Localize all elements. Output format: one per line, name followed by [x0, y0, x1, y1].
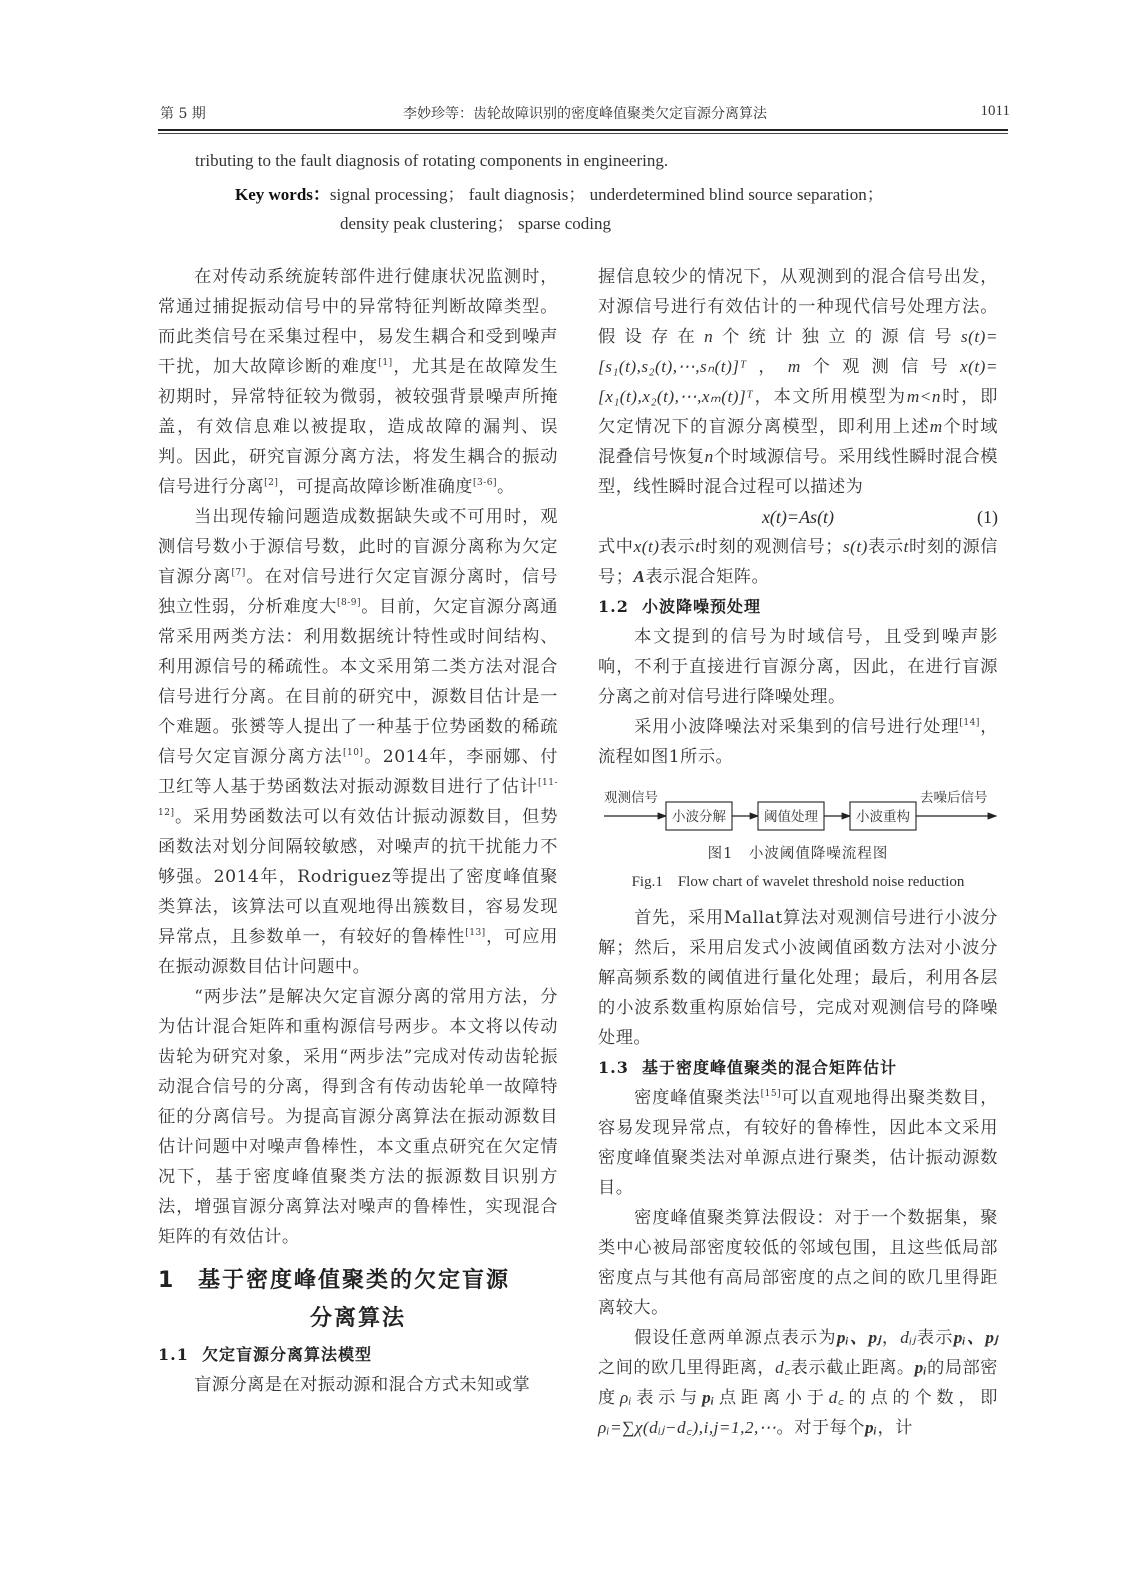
paragraph-bss-2: 握信息较少的情况下，从观测到的混合信号出发，对源信号进行有效估计的一种现代信号处理方法。假设存在n个统计独立的源信号s(t)=[s₁(t),s₂(t),⋯,sₙ(t)]ᵀ，m个观测信号x(t)=[x₁(t),x₂(t),⋯,xₘ(t)]ᵀ，本文所用模型为m<n时，即欠定情况下的盲源分离模型，即利用上述m个时域混叠信号恢复n个时域源信号。采用线性瞬时混合模型，线性瞬时混合过程可以描述为 — [598, 267, 998, 497]
paragraph-dpc-2: 密度峰值聚类算法假设：对于一个数据集，聚类中心被局部密度较低的邻域包围，且这些低局部密度点与其他有高局部密度的点之间的欧几里得距离较大。 — [598, 1208, 998, 1318]
equation-body: x(t)=As(t) — [761, 507, 835, 527]
citation[interactable]: [2] — [264, 478, 279, 488]
section-heading-1-2: 1.2 小波降噪预处理 — [598, 597, 762, 616]
citation[interactable]: [10] — [342, 748, 364, 758]
figure-caption-cn: 图1 小波阈值降噪流程图 — [707, 846, 889, 862]
keywords-line-1: signal processing； fault diagnosis； underdetermined blind source separation； — [329, 185, 884, 204]
keywords-line-2: density peak clustering； sparse coding — [340, 214, 611, 233]
issue-number: 第 5 期 — [160, 106, 206, 122]
figure-caption-en: Fig.1 Flow chart of wavelet threshold noise reduction — [631, 874, 965, 890]
flow-box-threshold-label: 阈值处理 — [764, 809, 818, 825]
abstract-tail: tributing to the fault diagnosis of rotating components in engineering. — [195, 151, 669, 170]
citation[interactable]: [3-6] — [472, 478, 497, 488]
left-column — [158, 262, 558, 1400]
figure-1-flowchart — [598, 778, 998, 903]
section-heading-1-3: 1.3 基于密度峰值聚类的混合矩阵估计 — [598, 1058, 898, 1077]
flow-output-label: 去噪后信号 — [920, 790, 988, 806]
paragraph-intro-3: “两步法”是解决欠定盲源分离的常用方法，分为估计混合矩阵和重构源信号两步。本文将以传动齿轮为研究对象，采用“两步法”完成对传动齿轮振动混合信号的分离，得到含有传动齿轮单一故障特征的分离信号。为提高盲源分离算法在振动源数目估计问题中对噪声鲁棒性，本文重点研究在欠定情况下，基于密度峰值聚类方法的振源数目识别方法，增强盲源分离算法对噪声的鲁棒性，实现混合矩阵的有效估计。 — [158, 987, 558, 1247]
running-header — [160, 103, 1010, 127]
paragraph-dpc-3: 假设任意两单源点表示为pᵢ、pⱼ，dᵢⱼ表示pᵢ、pⱼ之间的欧几里得距离，d꜀表示截止距离。pᵢ的局部密度ρᵢ表示与pᵢ点距离小于d꜀的点的个数，即ρᵢ=∑χ(dᵢⱼ−d꜀),i,j=1,2,⋯。对于每个pᵢ，计 — [598, 1328, 998, 1438]
paragraph-bss-1: 盲源分离是在对振动源和混合方式未知或掌 — [194, 1375, 531, 1395]
citation[interactable]: [11-12] — [158, 778, 558, 818]
paragraph-dpc-1: 密度峰值聚类法[15]可以直观地得出聚类数目，容易发现异常点，有较好的鲁棒性，因此本文采用密度峰值聚类法对单源点进行聚类，估计振动源数目。 — [598, 1088, 998, 1198]
paragraph-intro-2: 当出现传输问题造成数据缺失或不可用时，观测信号数小于源信号数，此时的盲源分离称为欠定盲源分离[7]。在对信号进行欠定盲源分离时，信号独立性弱，分析难度大[8-9]。目前，欠定盲源分离通常采用两类方法：利用数据统计特性或时间结构、利用源信号的稀疏性。本文采用第二类方法对混合信号进行分离。在目前的研究中，源数目估计是一个难题。张赟等人提出了一种基于位势函数的稀疏信号欠定盲源分离方法[10]。2014年，李丽娜、付卫红等人基于势函数法对振动源数目进行了估计[11-12]。采用势函数法可以有效估计振动源数目，但势函数法对划分间隔较敏感，对噪声的抗干扰能力不够强。2014年，Rodriguez等提出了密度峰值聚类算法，该算法可以直观地得出簇数目，容易发现异常点，且参数单一，有较好的鲁棒性[13]，可应用在振动源数目估计问题中。 — [158, 507, 558, 977]
running-title: 李妙珍等：齿轮故障识别的密度峰值聚类欠定盲源分离算法 — [403, 106, 767, 122]
flow-input-label: 观测信号 — [604, 790, 658, 806]
header-rule-thin — [158, 133, 1008, 134]
citation[interactable]: [7] — [231, 568, 246, 578]
paragraph-equation-explanation: 式中x(t)表示t时刻的观测信号；s(t)表示t时刻的源信号；A表示混合矩阵。 — [598, 537, 998, 587]
paragraph-denoise-2: 采用小波降噪法对采集到的信号进行处理[14]，流程如图1所示。 — [598, 717, 998, 767]
page-number: 1011 — [980, 103, 1010, 119]
paragraph-intro-1: 在对传动系统旋转部件进行健康状况监测时，常通过捕捉振动信号中的异常特征判断故障类型。而此类信号在采集过程中，易发生耦合和受到噪声干扰，加大故障诊断的难度[1]，尤其是在故障发生初期时，异常特征较为微弱，被较强背景噪声所掩盖，有效信息难以被提取，造成故障的漏判、误判。因此，研究盲源分离方法，将发生耦合的振动信号进行分离[2]，可提高故障诊断准确度[3-6]。 — [158, 267, 558, 497]
citation[interactable]: [15] — [760, 1089, 782, 1099]
citation[interactable]: [8-9] — [337, 598, 362, 608]
flow-box-decompose-label: 小波分解 — [672, 809, 726, 825]
header-rule-thick — [158, 129, 1008, 131]
keywords-label: Key words — [235, 185, 313, 204]
paragraph-denoise-1: 本文提到的信号为时域信号，且受到噪声影响，不利于直接进行盲源分离，因此，在进行盲源分离之前对信号进行降噪处理。 — [598, 627, 998, 707]
paragraph-denoise-3: 首先，采用Mallat算法对观测信号进行小波分解；然后，采用启发式小波阈值函数方法对小波分解高频系数的阈值进行量化处理；最后，利用各层的小波系数重构原始信号，完成对观测信号的降噪处理。 — [598, 908, 998, 1048]
section-heading-1-1: 1.1 欠定盲源分离算法模型 — [158, 1345, 373, 1364]
keywords: Key words：signal processing； fault diagnosis； underdetermined blind source separation； density peak clustering； sparse coding — [235, 180, 884, 238]
citation[interactable]: [13] — [465, 928, 486, 938]
citation[interactable]: [14] — [959, 718, 980, 728]
flow-box-reconstruct-label: 小波重构 — [856, 809, 910, 825]
section-heading-1: 1 基于密度峰值聚类的欠定盲源 分离算法 — [158, 1268, 511, 1331]
equation-number: (1) — [977, 507, 998, 527]
citation[interactable]: [1] — [378, 358, 393, 368]
right-column — [598, 262, 998, 1443]
equation-1 — [598, 502, 998, 532]
flowchart-diagram — [598, 778, 998, 838]
